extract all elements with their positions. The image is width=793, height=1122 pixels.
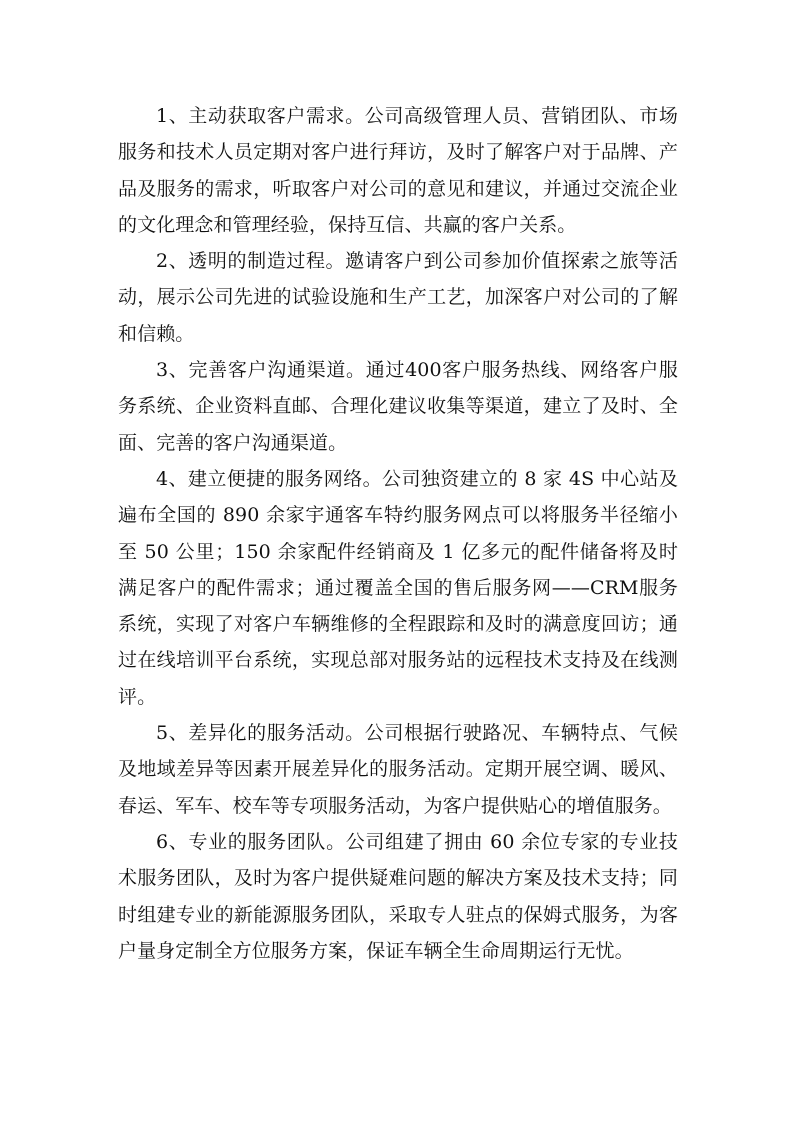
paragraph-6: 6、专业的服务团队。公司组建了拥由 60 余位专家的专业技术服务团队，及时为客户提供疑难问题的解决方案及技术支持；同时组建专业的新能源服务团队，采取专人驻点的保姆式服务，为客户量身定制全方位服务方案，保证车辆全生命周期运行无忧。 [118, 830, 678, 962]
paragraph-4: 4、建立便捷的服务网络。公司独资建立的 8 家 4S 中心站及遍布全国的 890 余家宇通客车特约服务网点可以将服务半径缩小至 50 公里；150 余家配件经销商及 1 亿多元的配件储备将及时满足客户的配件需求；通过覆盖全国的售后服务网——CRM服务系统，实现了对客户车辆维修的全程跟踪和及时的满意度回访；通过在线培训平台系统，实现总部对服务站的远程技术支持及在线测评。 [118, 467, 678, 708]
paragraph-3: 3、完善客户沟通渠道。通过400客户服务热线、网络客户服务系统、企业资料直邮、合理化建议收集等渠道，建立了及时、全面、完善的客户沟通渠道。 [118, 359, 678, 454]
paragraph-2: 2、透明的制造过程。邀请客户到公司参加价值探索之旅等活动，展示公司先进的试验设施和生产工艺，加深客户对公司的了解和信赖。 [118, 250, 678, 345]
paragraph-1: 1、主动获取客户需求。公司高级管理人员、营销团队、市场服务和技术人员定期对客户进行拜访，及时了解客户对于品牌、产品及服务的需求，听取客户对公司的意见和建议，并通过交流企业的文化理念和管理经验，保持互信、共赢的客户关系。 [118, 105, 678, 236]
paragraph-5: 5、差异化的服务活动。公司根据行驶路况、车辆特点、气候及地域差异等因素开展差异化的服务活动。定期开展空调、暖风、春运、军车、校车等专项服务活动，为客户提供贴心的增值服务。 [118, 722, 678, 817]
document-body [118, 98, 678, 969]
